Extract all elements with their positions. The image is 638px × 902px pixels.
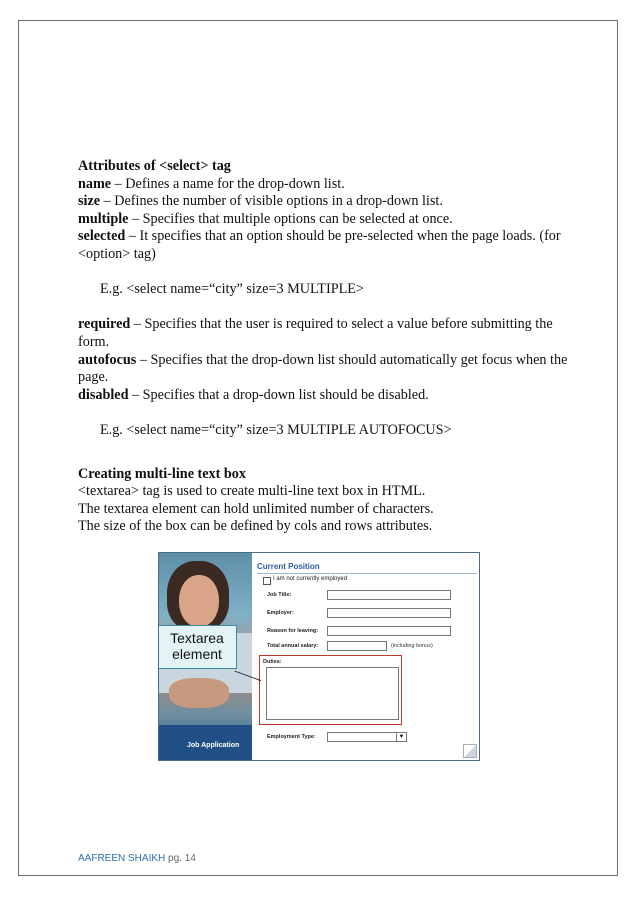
reason-label: Reason for leaving: <box>267 628 319 634</box>
attr-selected: selected – It specifies that an option should be pre-selected when the page loads. (for <option> tag) <box>78 228 561 262</box>
page-number: pg. 14 <box>168 853 196 864</box>
chevron-down-icon[interactable]: ▼ <box>396 733 406 741</box>
footer-author: AAFREEN SHAIKH <box>78 853 166 864</box>
example-1: E.g. <select name=“city” size=3 MULTIPLE> <box>100 281 364 298</box>
duties-label: Duties: <box>263 659 282 665</box>
employment-type-select[interactable] <box>327 732 407 742</box>
attr-name: name – Defines a name for the drop-down list. <box>78 175 345 192</box>
employed-checkbox[interactable] <box>263 577 271 585</box>
attr-autofocus: autofocus – Specifies that the drop-down list should automatically get focus when the page. <box>78 351 568 386</box>
textarea-line-2: The textarea element can hold unlimited number of characters. <box>78 500 434 517</box>
employment-type-label: Employment Type: <box>267 734 316 740</box>
form-title: Current Position <box>257 562 320 571</box>
job-title-field[interactable] <box>327 590 451 600</box>
reason-field[interactable] <box>327 626 451 636</box>
document-body <box>78 158 578 536</box>
job-form <box>254 553 479 760</box>
attr-multiple: multiple – Specifies that multiple options can be selected at once. <box>78 210 453 227</box>
attr-required: required – Specifies that the user is required to select a value before submitting the form. <box>78 316 553 350</box>
select-attributes-heading: Attributes of <select> tag <box>78 158 231 174</box>
example-2: E.g. <select name=“city” size=3 MULTIPLE AUTOFOCUS> <box>100 421 452 438</box>
salary-field[interactable] <box>327 641 387 651</box>
textarea-line-1: <textarea> tag is used to create multi-line text box in HTML. <box>78 483 426 500</box>
salary-label: Total annual salary: <box>267 643 319 649</box>
bonus-note: (including bonus) <box>391 643 433 649</box>
job-title-label: Job Title: <box>267 592 292 598</box>
employer-field[interactable] <box>327 608 451 618</box>
attr-size: size – Defines the number of visible options in a drop-down list. <box>78 193 443 210</box>
employer-label: Employer: <box>267 610 294 616</box>
textarea-line-3: The size of the box can be defined by cols and rows attributes. <box>78 518 433 535</box>
job-application-label: Job Application <box>187 742 240 749</box>
duties-textarea[interactable] <box>266 667 399 720</box>
page-curl-icon <box>463 744 477 758</box>
attr-disabled: disabled – Specifies that a drop-down list should be disabled. <box>78 386 429 403</box>
textarea-example-figure <box>158 552 480 761</box>
page-footer <box>78 853 196 864</box>
employed-checkbox-label: I am not currently employed <box>273 576 348 582</box>
textarea-heading: Creating multi-line text box <box>78 465 246 482</box>
textarea-callout: Textarea element <box>158 625 237 669</box>
